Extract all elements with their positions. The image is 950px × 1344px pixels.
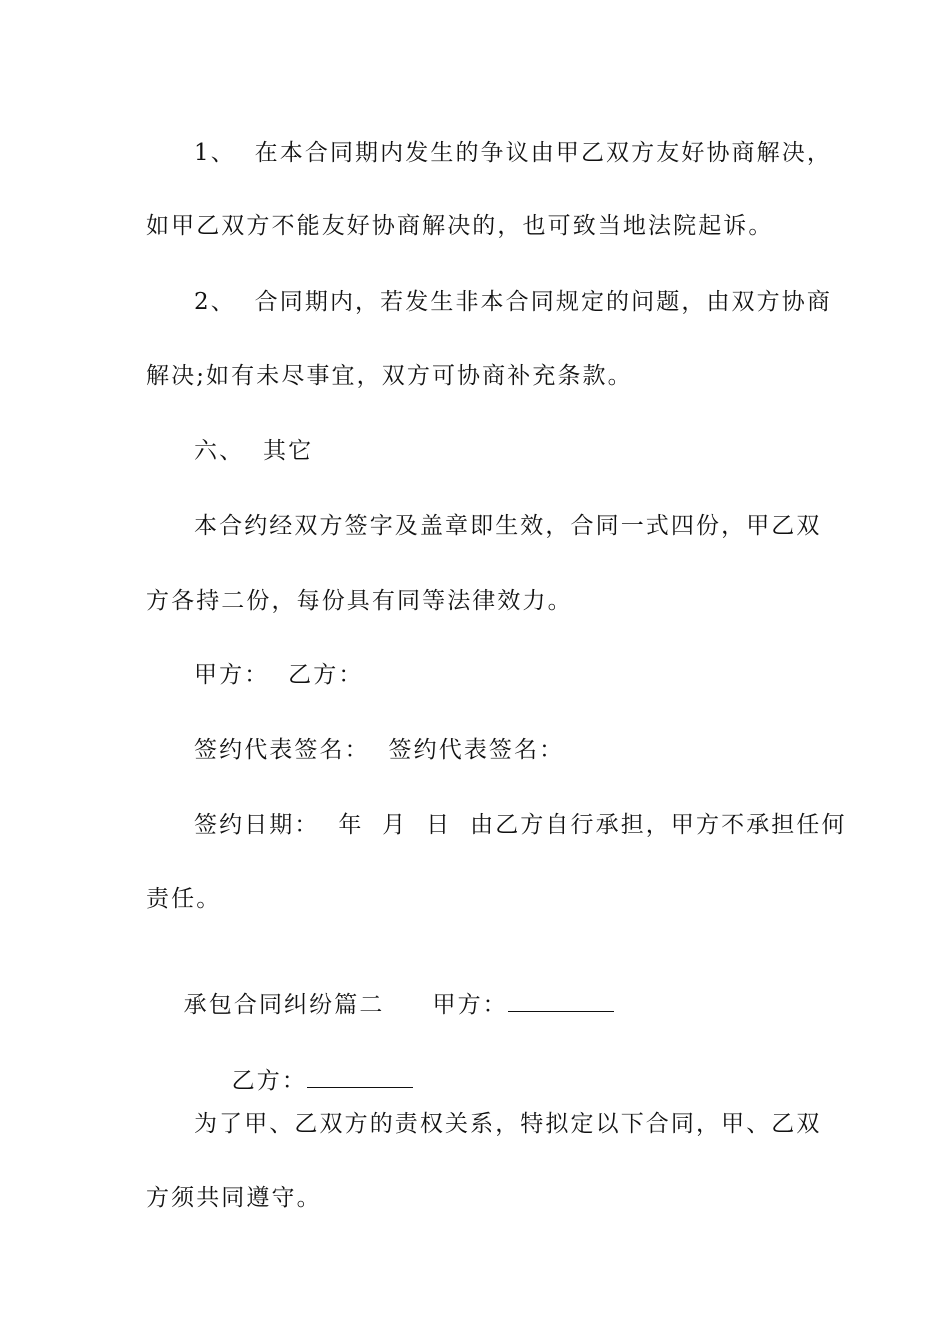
sign-date-line-1: 签约日期： 年 月 日 由乙方自行承担，甲方不承担任何 bbox=[194, 812, 847, 838]
intro-paragraph-line-1: 为了甲、乙双方的责权关系，特拟定以下合同，甲、乙双 bbox=[194, 1111, 822, 1137]
party-a-label: 甲方： bbox=[432, 992, 508, 1018]
clause-2-line-2: 解决;如有未尽事宜，双方可协商补充条款。 bbox=[146, 363, 633, 389]
sign-date-line-2: 责任。 bbox=[146, 886, 222, 912]
clause-2-line-1: 2、 合同期内，若发生非本合同规定的问题，由双方协商 bbox=[194, 289, 832, 315]
party-b-blank bbox=[307, 1065, 413, 1088]
party-b-label: 乙方： bbox=[231, 1068, 307, 1094]
party-labels: 甲方： 乙方： bbox=[194, 662, 364, 688]
effect-paragraph-line-2: 方各持二份，每份具有同等法律效力。 bbox=[146, 588, 573, 614]
effect-paragraph-line-1: 本合约经双方签字及盖章即生效，合同一式四份，甲乙双 bbox=[194, 513, 822, 539]
party-a-blank bbox=[508, 989, 614, 1012]
intro-paragraph-line-2: 方须共同遵守。 bbox=[146, 1185, 322, 1211]
clause-1-line-1: 1、 在本合同期内发生的争议由甲乙双方友好协商解决， bbox=[194, 140, 832, 166]
clause-1-line-2: 如甲乙双方不能友好协商解决的，也可致当地法院起诉。 bbox=[146, 213, 774, 239]
section-six-heading: 六、 其它 bbox=[194, 438, 314, 464]
section-two-title: 承包合同纠纷篇二 bbox=[183, 992, 385, 1018]
signature-labels: 签约代表签名： 签约代表签名： bbox=[194, 737, 565, 763]
